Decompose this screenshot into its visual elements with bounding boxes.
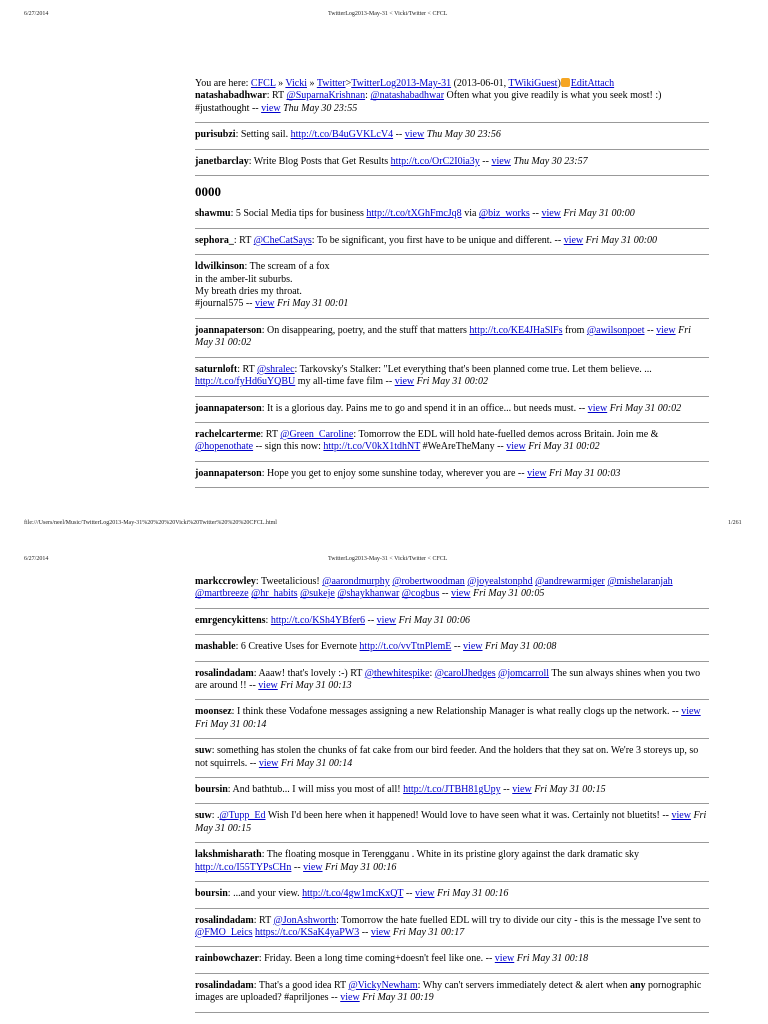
url-link[interactable]: http://t.co/tXGhFmcJq8 [366,208,462,220]
url-link[interactable]: http://t.co/fyHd6uYQBU [195,376,296,388]
tweet-emphasis: any [629,979,646,991]
tweet-text: The sun always shines when you two are around !! -- [195,667,701,692]
tweet-entry [195,888,709,908]
tweet-text: in the amber-lit suburbs. [195,273,293,285]
tweet-username: purisubzi [195,129,236,141]
tweet-text: : [265,614,271,626]
guest-link[interactable]: TWikiGuest [508,78,558,89]
tweet-timestamp: Thu May 30 23:56 [424,129,501,141]
tweet-text: : To be significant, you first have to be unique and different. -- [311,234,564,246]
url-link[interactable]: http://t.co/B4uGVKLcV4 [290,129,394,141]
view-link[interactable]: view [394,376,415,388]
page1-header-date: 6/27/2014 [24,11,49,17]
tweet-timestamp: Fri May 31 00:00 [560,208,635,220]
mention-link[interactable]: @jomcarroll [498,667,549,679]
tweet-text: : Write Blog Posts that Get Results [248,155,391,167]
tweet-entry [195,745,709,778]
mention-link[interactable]: @Tupp_Ed [219,810,266,822]
tweet-entry [195,849,709,882]
tweet-text: : 6 Creative Uses for Evernote [235,641,360,653]
tweet-text: : Why can't servers immediately detect & alert when [417,979,630,991]
mention-link[interactable]: @hopenothate [195,441,254,453]
tweet-username: natashabadhwar [195,90,267,102]
tweet-text: : Friday. Been a long time coming+doesn't feel like one. -- [258,953,495,965]
tweet-text: : RT [233,234,254,246]
tweet-timestamp: Fri May 31 00:00 [583,234,658,246]
view-link[interactable]: view [370,926,391,938]
view-link[interactable]: view [463,641,483,653]
view-link[interactable]: view [656,324,676,336]
view-link[interactable]: view [340,992,360,1004]
view-link[interactable]: view [415,888,435,900]
tweet-text: : That's a good idea RT [253,979,349,991]
view-link[interactable]: view [494,953,515,965]
tweet-text: : RT [237,363,258,375]
page1-header-title: TwitterLog2013-May-31 < Vicki/Twitter < CFCL [328,11,448,17]
tweet-text: : Tomorrow the hate fuelled EDL will try to divide our city - this is the message I've sent to [336,914,701,926]
tweet-entry [195,784,709,804]
url-link[interactable]: http://t.co/V0kX1tdhNT [323,441,421,453]
mention-link[interactable]: @JonAshworth [273,914,337,926]
mention-link[interactable]: @joyealstonphd [467,576,533,587]
url-link[interactable]: http://t.co/KE4JHaSlFs [469,324,563,336]
tweet-timestamp: Fri May 31 00:18 [514,953,589,965]
section-heading: 0000 [195,184,221,200]
tweet-username: markccrowley [195,576,256,587]
mention-link[interactable]: @VickyNewham [348,979,418,991]
view-link[interactable]: view [376,614,397,626]
page2-content [195,576,709,1019]
mention-link[interactable]: @hr_habits [251,588,298,600]
tweet-timestamp: Fri May 31 00:17 [390,926,465,938]
tweet-username: sephora_ [195,234,234,246]
tweet-timestamp: Fri May 31 00:15 [531,784,606,796]
tweet-text: : RT [266,90,287,102]
breadcrumb-link-cfcl[interactable]: CFCL [250,78,276,89]
tweet-text: : On disappearing, poetry, and the stuff that matters [261,324,470,336]
tweet-username: suw [195,810,212,822]
tweet-timestamp: Fri May 31 00:03 [546,467,621,479]
tweet-entry [195,235,709,255]
tweet-text: -- [479,155,492,167]
tweet-username: joannapaterson [195,467,262,479]
breadcrumb-sep: > [345,78,352,89]
tweet-entry [195,129,709,149]
url-link[interactable]: http://t.co/OrC2I0ia3y [390,155,480,167]
page1-content [195,78,709,494]
mention-link[interactable]: @mishelaranjah [607,576,673,587]
tweet-timestamp: Fri May 31 00:13 [277,680,352,692]
tweet-username: joannapaterson [195,402,262,414]
tweet-timestamp: Fri May 31 00:16 [434,888,509,900]
mention-link[interactable]: @cogbus [401,588,440,600]
tweet-entry [195,429,709,462]
tweet-entry [195,953,709,973]
mention-link[interactable]: @shaykhanwar [337,588,400,600]
view-link[interactable]: view [261,102,281,114]
view-link[interactable]: view [404,129,425,141]
view-link[interactable]: view [681,706,701,718]
entries-before-heading [195,90,709,176]
tweet-entry [195,156,709,176]
view-link[interactable]: view [541,208,561,220]
tweet-timestamp: Thu May 30 23:55 [280,102,358,114]
mention-link[interactable]: @natashabadhwar [370,90,445,102]
tweet-entry [195,90,709,123]
mention-link[interactable]: @robertwoodman [392,576,465,587]
tweet-entry [195,208,709,228]
tweet-entry [195,615,709,635]
view-link[interactable]: view [506,441,526,453]
mention-link[interactable]: @andrewarmiger [535,576,605,587]
tweet-entry [195,641,709,661]
tweet-username: janetbarclay [195,155,249,167]
revision-close: ) [557,78,561,89]
tweet-username: saturnloft [195,363,238,375]
tweet-text: : [429,667,435,679]
view-link[interactable]: view [671,810,691,822]
tweet-text: : The scream of a fox [244,261,330,273]
view-link[interactable]: view [512,784,532,796]
attach-link[interactable]: Attach [587,78,615,89]
tweet-text: -- [359,926,371,938]
page2-header-date: 6/27/2014 [24,556,49,562]
tweet-text: : Tweetalicious! [255,576,323,587]
view-link[interactable]: view [587,402,608,414]
page2-header-title: TwitterLog2013-May-31 < Vicki/Twitter < CFCL [328,556,448,562]
tweet-text: -- [393,129,405,141]
tweet-username: rosalindadam [195,667,254,679]
tweet-text: -- [291,861,304,873]
tweet-timestamp: Fri May 31 00:19 [359,992,434,1004]
tweet-entry [195,403,709,423]
view-link[interactable]: view [451,588,471,600]
url-link[interactable]: https://t.co/KSaK4yaPW3 [255,926,360,938]
tweet-username: rosalindadam [195,914,254,926]
tweet-entry [195,915,709,948]
tweet-entry [195,668,709,701]
tweet-text: Often what you give readily is what you seek most! :) #justathought -- [195,90,662,114]
url-link[interactable]: http://t.co/JTBH81gUpy [403,784,501,796]
entries-after-heading [195,208,709,488]
tweet-text: : 5 Social Media tips for business [230,208,367,220]
tweet-username: rainbowchazer [195,953,259,965]
tweet-text: : RT [260,428,281,440]
tweet-text: pornographic images are uploaded? #apriljones -- [195,979,702,1004]
tweet-username: lakshmisharath [195,849,262,861]
mention-link[interactable]: @carolJhedges [434,667,496,679]
tweet-username: suw [195,745,212,757]
view-link[interactable]: view [491,155,511,167]
breadcrumb-link-vicki[interactable]: Vicki [285,78,308,89]
tweet-text: -- [451,641,464,653]
tweet-text: -- [439,588,452,600]
tweet-text: -- sign this now: [253,441,324,453]
view-link[interactable]: view [258,757,279,769]
tweet-text: #journal575 -- [195,298,255,310]
breadcrumb [195,78,709,90]
tweet-timestamp: Fri May 31 00:14 [278,757,353,769]
mention-link[interactable]: @martbreeze [195,588,249,600]
tweet-text: : something has stolen the chunks of fat cake from our bird feeder. And the holders that they sat on. We're 3 storeys up, so not squirrels. -- [195,745,699,769]
tweet-timestamp: Fri May 31 00:14 [195,718,267,730]
tweet-entry [195,576,709,609]
tweet-text: : [365,90,371,102]
view-link[interactable]: view [563,234,584,246]
tweet-entry [195,325,709,358]
tweet-entry [195,261,709,319]
tweet-text: -- [403,888,416,900]
mention-link[interactable]: @Green_Caroline [280,428,354,440]
tweet-text: : Aaaw! that's lovely :-) RT [253,667,365,679]
tweet-username: rachelcarterme [195,428,261,440]
tweet-text: : Hope you get to enjoy some sunshine today, wherever you are -- [261,467,528,479]
tweet-username: joannapaterson [195,324,262,336]
revision-date: (2013-06-01, [451,78,509,89]
tweet-username: mashable [195,641,236,653]
tweet-text: #WeAreTheMany -- [420,441,507,453]
tweet-timestamp: Fri May 31 00:02 [414,376,489,388]
url-link[interactable]: http://t.co/vvTtnPlemE [359,641,452,653]
tweet-entry [195,364,709,397]
mention-link[interactable]: @aarondmurphy [322,576,390,587]
tweet-timestamp: Fri May 31 00:05 [470,588,545,600]
tweet-entry [195,980,709,1013]
breadcrumb-link-twitter[interactable]: Twitter [316,78,346,89]
url-link[interactable]: http://t.co/KSh4YBfer6 [270,614,365,626]
tweet-username: ldwilkinson [195,261,245,273]
tweet-username: emrgencykittens [195,614,266,626]
url-link[interactable]: http://t.co/I55TYPsCHn [195,861,292,873]
mention-link[interactable]: @thewhitespike [364,667,430,679]
mention-link[interactable]: @sukeje [300,588,335,600]
tweet-timestamp: Thu May 30 23:57 [510,155,588,167]
tweet-text: My breath dries my throat. [195,286,302,298]
tweet-text: : I think these Vodafone messages assigning a new Relationship Manager is what really clogs up the network. -- [231,706,682,718]
breadcrumb-sep: » [307,78,317,89]
tweet-timestamp: Fri May 31 00:02 [525,441,600,453]
breadcrumb-link-topic[interactable]: TwitterLog2013-May-31 [351,78,452,89]
url-link[interactable]: http://t.co/4gw1mcKxQT [302,888,404,900]
mention-link[interactable]: @SuparnaKrishnan [286,90,366,102]
tweet-text: : Tarkovsky's Stalker: "Let everything that's been planned come true. Let them believe. ... [294,363,652,375]
tweet-text: -- [644,324,657,336]
tweet-timestamp: Fri May 31 00:08 [482,641,557,653]
tweet-text: : Setting sail. [235,129,291,141]
tweet-text: Wish I'd been here when it happened! Would love to have seen what it was. Certainly not bluetits! -- [265,810,672,822]
tweet-entry [195,468,709,488]
mention-link[interactable]: @FMO_Leics [195,926,253,938]
tweet-text: : It is a glorious day. Pains me to go and spend it in an office... but needs must. -- [261,402,588,414]
tweet-username: boursin [195,888,228,900]
tweet-username: rosalindadam [195,979,254,991]
mention-link[interactable]: @biz_works [478,208,530,220]
tweet-text: : ...and your view. [227,888,303,900]
tweet-username: boursin [195,784,228,796]
page1-footer-page: 1/261 [728,520,742,526]
view-link[interactable]: view [258,680,278,692]
tweet-text: : The floating mosque in Terengganu . White in its pristine glory against the dark dramatic sky [261,849,639,861]
tweet-username: shawmu [195,208,231,220]
tweet-text: : . [211,810,220,822]
tweet-text: -- [365,614,377,626]
tweet-text: my all-time fave film -- [295,376,395,388]
tweet-text: : RT [253,914,274,926]
tweet-timestamp: Fri May 31 00:06 [396,614,471,626]
tweet-timestamp: Fri May 31 00:02 [607,402,682,414]
tweet-entry [195,810,709,843]
tweet-username: moonsez [195,706,232,718]
tweet-text: from [562,324,587,336]
view-link[interactable]: view [303,861,323,873]
mention-link[interactable]: @CheCatSays [253,234,312,246]
tweet-text: : Tomorrow the EDL will hold hate-fuelled demos across Britain. Join me & [353,428,659,440]
tweet-text: via [461,208,479,220]
view-link[interactable]: view [527,467,547,479]
mention-link[interactable]: @awilsonpoet [586,324,645,336]
breadcrumb-prefix: You are here: [195,78,251,89]
tweet-timestamp: Fri May 31 00:02 [195,324,691,349]
edit-icon [561,78,570,87]
tweet-text: -- [529,208,542,220]
edit-link[interactable]: Edit [570,78,588,89]
tweet-timestamp: Fri May 31 00:15 [195,810,707,834]
tweet-text: -- [500,784,513,796]
tweet-timestamp: Fri May 31 00:16 [322,861,397,873]
breadcrumb-sep: » [275,78,286,89]
tweet-entry [195,706,709,739]
tweet-text: : And bathtub... I will miss you most of all! [227,784,404,796]
page-break [0,537,768,548]
mention-link[interactable]: @shralec [257,363,295,375]
page1-footer-path: file:///Users/neel/Music/TwitterLog2013-May-31%20%20%20Vicki%20Twitter%20%20%20CFCL.html [24,520,277,526]
view-link[interactable]: view [255,298,275,310]
tweet-timestamp: Fri May 31 00:01 [274,298,349,310]
